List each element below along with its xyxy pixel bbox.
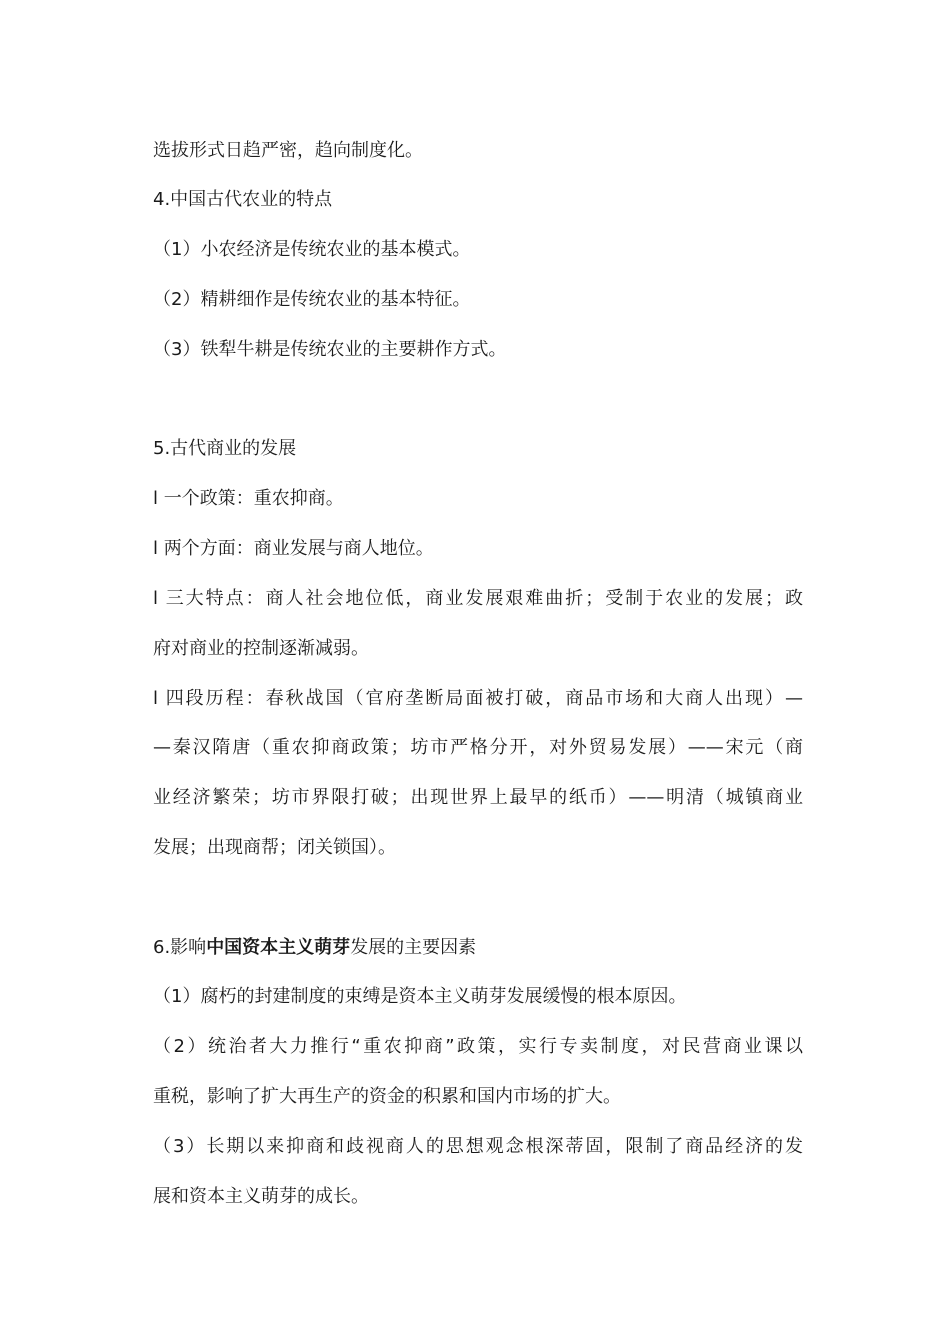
heading-emphasis: 中国资本主义萌芽 [206,937,351,958]
section-heading-6 [153,935,803,961]
section-heading-4: 4.中国古代农业的特点 [153,189,333,210]
paragraph-line: 选拔形式日趋严密，趋向制度化。 [153,140,423,161]
bullet-item: l 四段历程：春秋战国（官府垄断局面被打破，商品市场和大商人出现）— [153,688,803,709]
bullet-item: l 一个政策：重农抑商。 [153,488,344,509]
list-item: （3）铁犁牛耕是传统农业的主要耕作方式。 [153,339,507,360]
bullet-item: l 三大特点：商人社会地位低，商业发展艰难曲折；受制于农业的发展；政 [153,588,803,609]
heading-prefix: 6.影响 [153,937,207,958]
list-item: （1）小农经济是传统农业的基本模式。 [153,239,471,260]
list-item: （1）腐朽的封建制度的束缚是资本主义萌芽发展缓慢的根本原因。 [153,986,687,1007]
bullet-item-continued: 府对商业的控制逐渐减弱。 [153,638,369,659]
bullet-item: l 两个方面：商业发展与商人地位。 [153,538,434,559]
list-item: （3）长期以来抑商和歧视商人的思想观念根深蒂固，限制了商品经济的发 [153,1136,803,1157]
list-item: （2）统治者大力推行“重农抑商”政策，实行专卖制度，对民营商业课以 [153,1036,803,1057]
bullet-item-continued: —秦汉隋唐（重农抑商政策；坊市严格分开，对外贸易发展）——宋元（商 [153,737,803,758]
list-item-continued: 展和资本主义萌芽的成长。 [153,1186,369,1207]
list-item: （2）精耕细作是传统农业的基本特征。 [153,289,471,310]
bullet-item-continued: 发展；出现商帮；闭关锁国）。 [153,837,396,858]
bullet-item-continued: 业经济繁荣；坊市界限打破；出现世界上最早的纸币）——明清（城镇商业 [153,787,803,808]
list-item-continued: 重税，影响了扩大再生产的资金的积累和国内市场的扩大。 [153,1086,621,1107]
heading-suffix: 发展的主要因素 [350,937,477,958]
section-heading-5: 5.古代商业的发展 [153,438,297,459]
